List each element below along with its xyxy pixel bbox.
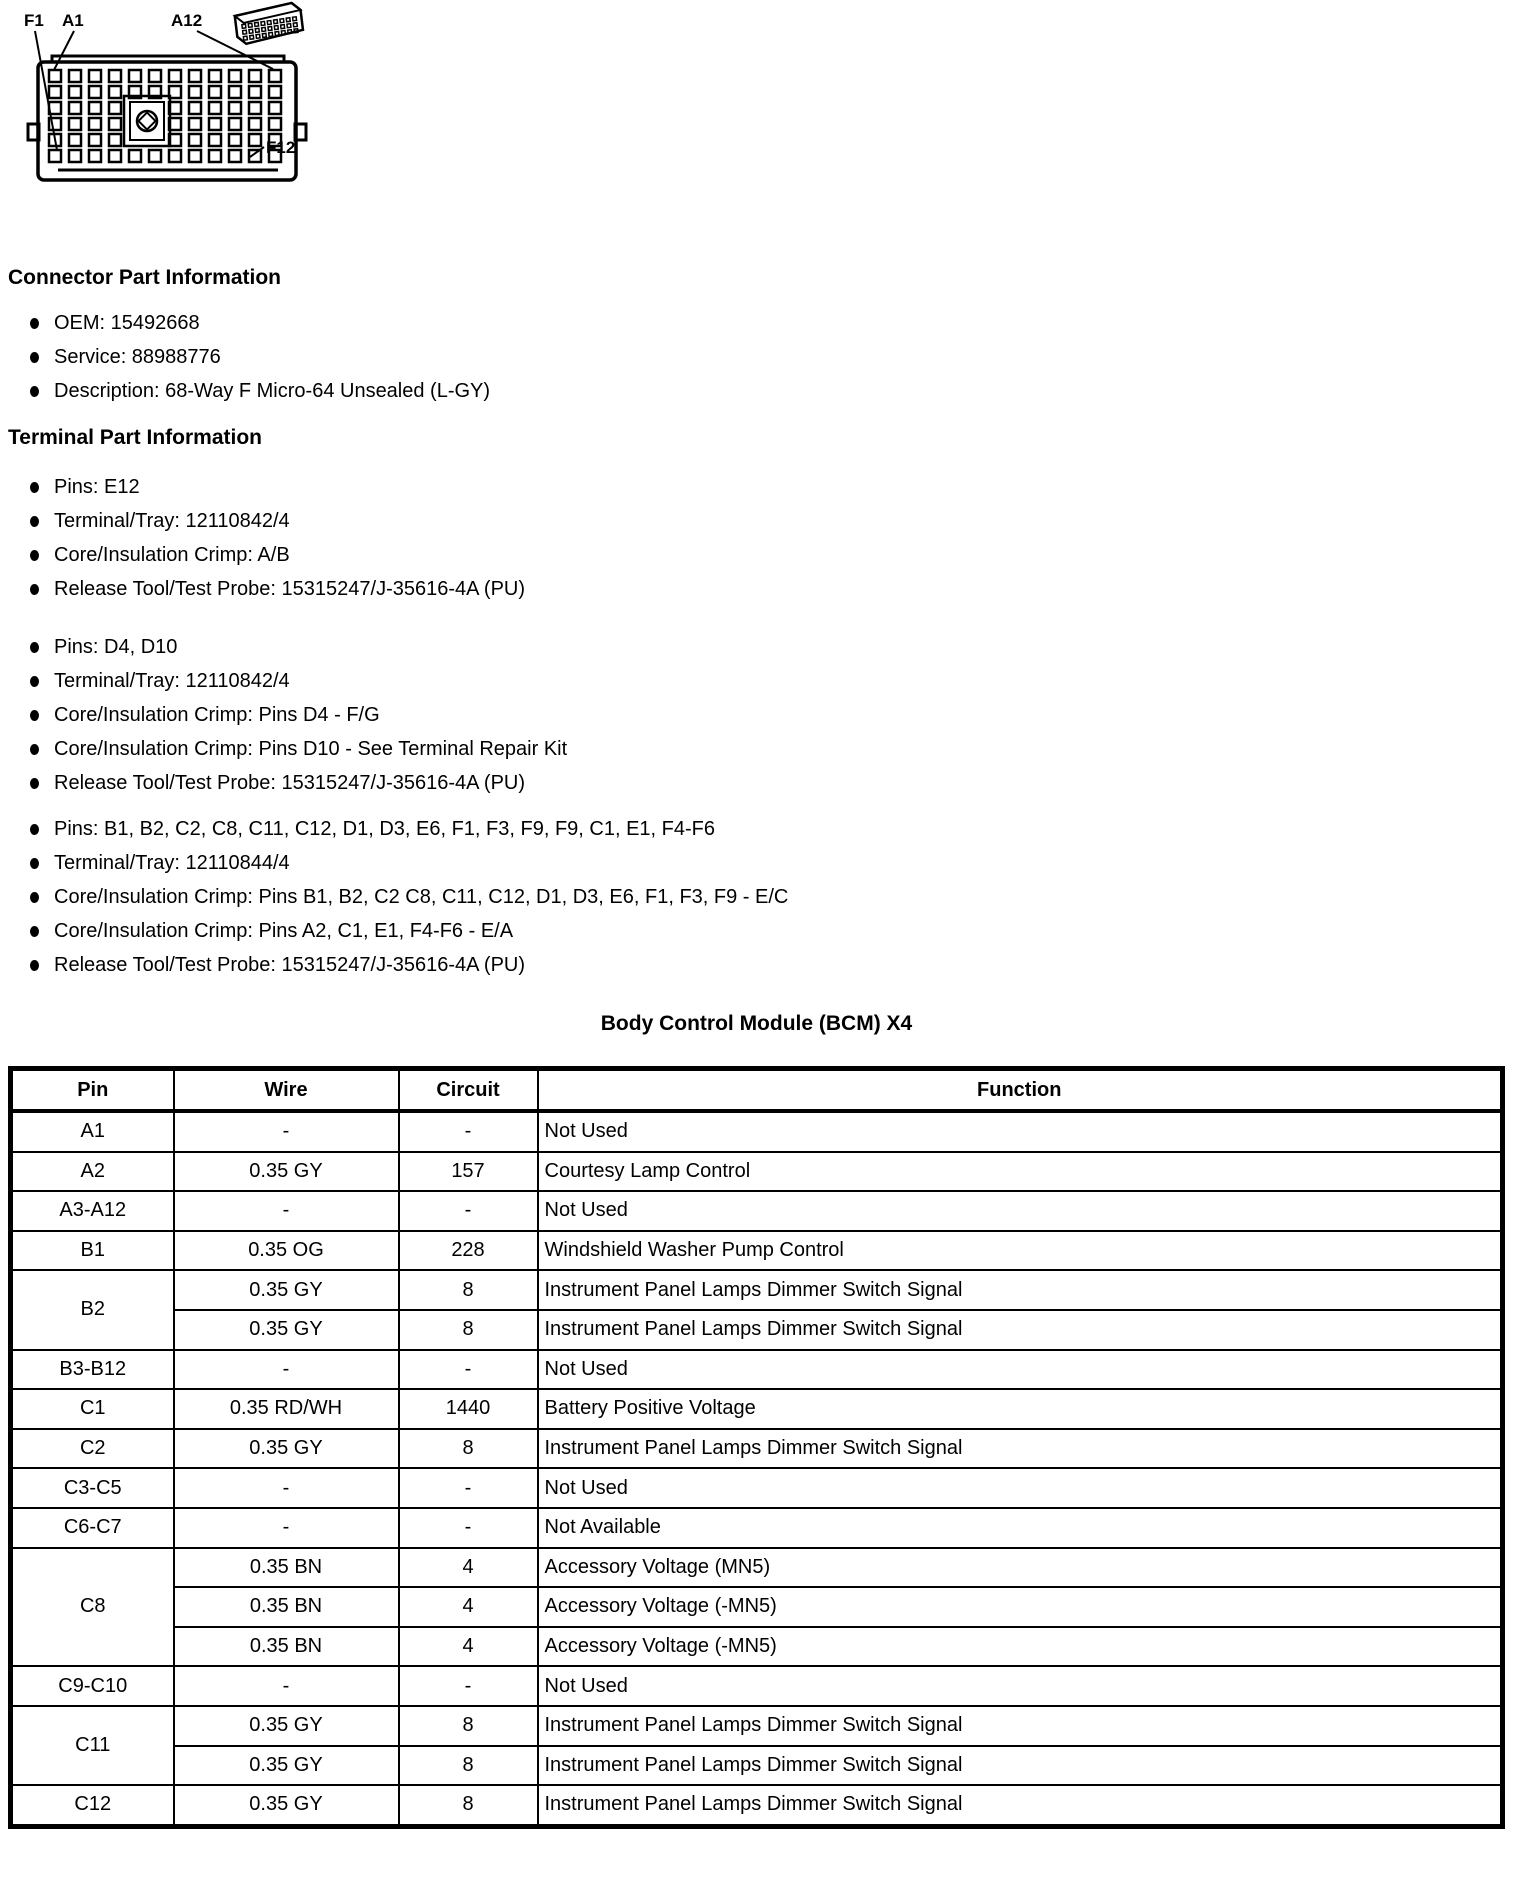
function-cell: Instrument Panel Lamps Dimmer Switch Signal: [538, 1746, 1503, 1786]
bullet-item: [28, 504, 1504, 538]
pin-cell: B1: [11, 1231, 174, 1271]
table-row: [11, 1548, 1503, 1588]
bcm-x4-pin-table: [8, 1066, 1505, 1829]
function-cell: Accessory Voltage (MN5): [538, 1548, 1503, 1588]
function-cell: Not Available: [538, 1508, 1503, 1548]
terminal-part-info-list-2: [28, 630, 1504, 800]
bullet-text: Core/Insulation Crimp: A/B: [54, 543, 290, 566]
pin-cell: C8: [11, 1548, 174, 1667]
bullet-icon: [30, 352, 39, 363]
wire-cell: 0.35 BN: [174, 1587, 399, 1627]
function-cell: Accessory Voltage (-MN5): [538, 1587, 1503, 1627]
bullet-item: [28, 374, 1504, 408]
bullet-icon: [30, 960, 39, 971]
wire-cell: -: [174, 1468, 399, 1508]
terminal-part-info-heading: Terminal Part Information: [8, 426, 262, 449]
header-circuit: Circuit: [399, 1069, 538, 1112]
bullet-item: [28, 732, 1504, 766]
pin-cell: C6-C7: [11, 1508, 174, 1548]
pin-cell: C2: [11, 1429, 174, 1469]
table-row: [11, 1508, 1503, 1548]
pin-cell: B2: [11, 1270, 174, 1349]
circuit-cell: -: [399, 1666, 538, 1706]
function-cell: Not Used: [538, 1191, 1503, 1231]
bullet-icon: [30, 516, 39, 527]
bullet-text: Pins: D4, D10: [54, 635, 178, 658]
bullet-item: [28, 698, 1504, 732]
function-cell: Not Used: [538, 1350, 1503, 1390]
bullet-text: Pins: B1, B2, C2, C8, C11, C12, D1, D3, E6, F1, F3, F9, F9, C1, E1, F4-F6: [54, 817, 715, 840]
circuit-cell: 4: [399, 1587, 538, 1627]
function-cell: Instrument Panel Lamps Dimmer Switch Signal: [538, 1706, 1503, 1746]
header-pin: Pin: [11, 1069, 174, 1112]
bullet-text: Release Tool/Test Probe: 15315247/J-35616-4A (PU): [54, 953, 526, 976]
pin-cell: C11: [11, 1706, 174, 1785]
table-header-row: [11, 1069, 1503, 1112]
wire-cell: 0.35 GY: [174, 1270, 399, 1310]
connector-diagram-svg: [0, 0, 320, 200]
table-row: [11, 1152, 1503, 1192]
table-row: [11, 1706, 1503, 1746]
circuit-cell: 8: [399, 1746, 538, 1786]
bullet-item: [28, 948, 1504, 982]
table-row: [11, 1191, 1503, 1231]
circuit-cell: 1440: [399, 1389, 538, 1429]
bullet-icon: [30, 778, 39, 789]
bullet-text: OEM: 15492668: [54, 311, 200, 334]
bullet-icon: [30, 550, 39, 561]
wire-cell: 0.35 GY: [174, 1429, 399, 1469]
bullet-text: Terminal/Tray: 12110844/4: [54, 851, 290, 874]
bullet-item: [28, 914, 1504, 948]
circuit-cell: 157: [399, 1152, 538, 1192]
circuit-cell: -: [399, 1468, 538, 1508]
connector-part-info-heading: Connector Part Information: [8, 266, 282, 289]
wire-cell: -: [174, 1350, 399, 1390]
pin-label-f1: F1: [24, 11, 44, 30]
wire-cell: 0.35 BN: [174, 1627, 399, 1667]
bullet-text: Release Tool/Test Probe: 15315247/J-35616-4A (PU): [54, 771, 526, 794]
wire-cell: -: [174, 1508, 399, 1548]
pin-label-a12: A12: [171, 11, 203, 30]
bullet-text: Service: 88988776: [54, 345, 221, 368]
bullet-text: Terminal/Tray: 12110842/4: [54, 509, 290, 532]
table-row: [11, 1468, 1503, 1508]
bullet-icon: [30, 482, 39, 493]
table-row: [11, 1746, 1503, 1786]
wire-cell: 0.35 BN: [174, 1548, 399, 1588]
wire-cell: -: [174, 1666, 399, 1706]
circuit-cell: 8: [399, 1429, 538, 1469]
circuit-cell: 8: [399, 1706, 538, 1746]
bullet-text: Core/Insulation Crimp: Pins D4 - F/G: [54, 703, 380, 726]
table-row: [11, 1627, 1503, 1667]
header-wire: Wire: [174, 1069, 399, 1112]
table-row: [11, 1785, 1503, 1826]
pin-cell: A1: [11, 1111, 174, 1152]
pin-cell: C12: [11, 1785, 174, 1826]
pin-cell: A2: [11, 1152, 174, 1192]
table-row: [11, 1231, 1503, 1271]
table-row: [11, 1350, 1503, 1390]
function-cell: Not Used: [538, 1666, 1503, 1706]
bullet-item: [28, 306, 1504, 340]
bullet-item: [28, 470, 1504, 504]
bullet-item: [28, 340, 1504, 374]
bullet-item: [28, 812, 1504, 846]
table-title: Body Control Module (BCM) X4: [600, 1012, 913, 1035]
wire-cell: 0.35 GY: [174, 1746, 399, 1786]
pin-cell: B3-B12: [11, 1350, 174, 1390]
table-row: [11, 1111, 1503, 1152]
bullet-icon: [30, 584, 39, 595]
connector-part-info-list: [28, 306, 1504, 408]
wire-cell: 0.35 GY: [174, 1706, 399, 1746]
function-cell: Courtesy Lamp Control: [538, 1152, 1503, 1192]
bullet-icon: [30, 386, 39, 397]
table-row: [11, 1666, 1503, 1706]
bullet-icon: [30, 642, 39, 653]
function-cell: Instrument Panel Lamps Dimmer Switch Signal: [538, 1429, 1503, 1469]
wire-cell: -: [174, 1191, 399, 1231]
bullet-item: [28, 766, 1504, 800]
connector-diagram: [0, 0, 320, 200]
bullet-icon: [30, 824, 39, 835]
circuit-cell: -: [399, 1350, 538, 1390]
function-cell: Instrument Panel Lamps Dimmer Switch Signal: [538, 1270, 1503, 1310]
circuit-cell: 4: [399, 1548, 538, 1588]
bullet-text: Description: 68-Way F Micro-64 Unsealed (L-GY): [54, 379, 491, 402]
pin-cell: A3-A12: [11, 1191, 174, 1231]
pin-label-f12: F12: [266, 138, 296, 157]
table-row: [11, 1587, 1503, 1627]
bullet-item: [28, 572, 1504, 606]
circuit-cell: -: [399, 1508, 538, 1548]
circuit-cell: 8: [399, 1310, 538, 1350]
connector-face: [28, 31, 306, 180]
function-cell: Instrument Panel Lamps Dimmer Switch Signal: [538, 1785, 1503, 1826]
bullet-item: [28, 664, 1504, 698]
circuit-cell: 8: [399, 1270, 538, 1310]
pin-cell: C1: [11, 1389, 174, 1429]
bullet-icon: [30, 744, 39, 755]
bullet-icon: [30, 318, 39, 329]
circuit-cell: 228: [399, 1231, 538, 1271]
table-row: [11, 1270, 1503, 1310]
wire-cell: 0.35 GY: [174, 1152, 399, 1192]
table-row: [11, 1429, 1503, 1469]
circuit-cell: 8: [399, 1785, 538, 1826]
pin-cell: C3-C5: [11, 1468, 174, 1508]
pin-cell: C9-C10: [11, 1666, 174, 1706]
circuit-cell: 4: [399, 1627, 538, 1667]
bullet-icon: [30, 926, 39, 937]
bullet-text: Terminal/Tray: 12110842/4: [54, 669, 290, 692]
function-cell: Accessory Voltage (-MN5): [538, 1627, 1503, 1667]
wire-cell: 0.35 RD/WH: [174, 1389, 399, 1429]
terminal-part-info-list-3: [28, 812, 1504, 982]
wire-cell: 0.35 GY: [174, 1785, 399, 1826]
wire-cell: -: [174, 1111, 399, 1152]
header-function: Function: [538, 1069, 1503, 1112]
table-row: [11, 1389, 1503, 1429]
function-cell: Not Used: [538, 1111, 1503, 1152]
bullet-text: Core/Insulation Crimp: Pins B1, B2, C2 C8, C11, C12, D1, D3, E6, F1, F3, F9 - E/C: [54, 885, 789, 908]
function-cell: Instrument Panel Lamps Dimmer Switch Signal: [538, 1310, 1503, 1350]
bullet-text: Core/Insulation Crimp: Pins D10 - See Terminal Repair Kit: [54, 737, 568, 760]
bullet-icon: [30, 676, 39, 687]
bullet-text: Core/Insulation Crimp: Pins A2, C1, E1, F4-F6 - E/A: [54, 919, 514, 942]
bullet-item: [28, 846, 1504, 880]
bullet-item: [28, 880, 1504, 914]
bullet-item: [28, 538, 1504, 572]
wire-cell: 0.35 GY: [174, 1310, 399, 1350]
wire-cell: 0.35 OG: [174, 1231, 399, 1271]
terminal-part-info-list-1: [28, 470, 1504, 606]
circuit-cell: -: [399, 1191, 538, 1231]
bullet-icon: [30, 710, 39, 721]
center-latch: [124, 96, 170, 146]
function-cell: Windshield Washer Pump Control: [538, 1231, 1503, 1271]
pin-table-body: [11, 1111, 1503, 1826]
bullet-item: [28, 630, 1504, 664]
circuit-cell: -: [399, 1111, 538, 1152]
table-row: [11, 1310, 1503, 1350]
function-cell: Battery Positive Voltage: [538, 1389, 1503, 1429]
function-cell: Not Used: [538, 1468, 1503, 1508]
pin-label-a1: A1: [62, 11, 84, 30]
bullet-icon: [30, 892, 39, 903]
bullet-text: Release Tool/Test Probe: 15315247/J-35616-4A (PU): [54, 577, 526, 600]
connector-3d-icon: [234, 2, 304, 45]
bullet-text: Pins: E12: [54, 475, 140, 498]
leader-lines: [35, 31, 273, 157]
bullet-icon: [30, 858, 39, 869]
